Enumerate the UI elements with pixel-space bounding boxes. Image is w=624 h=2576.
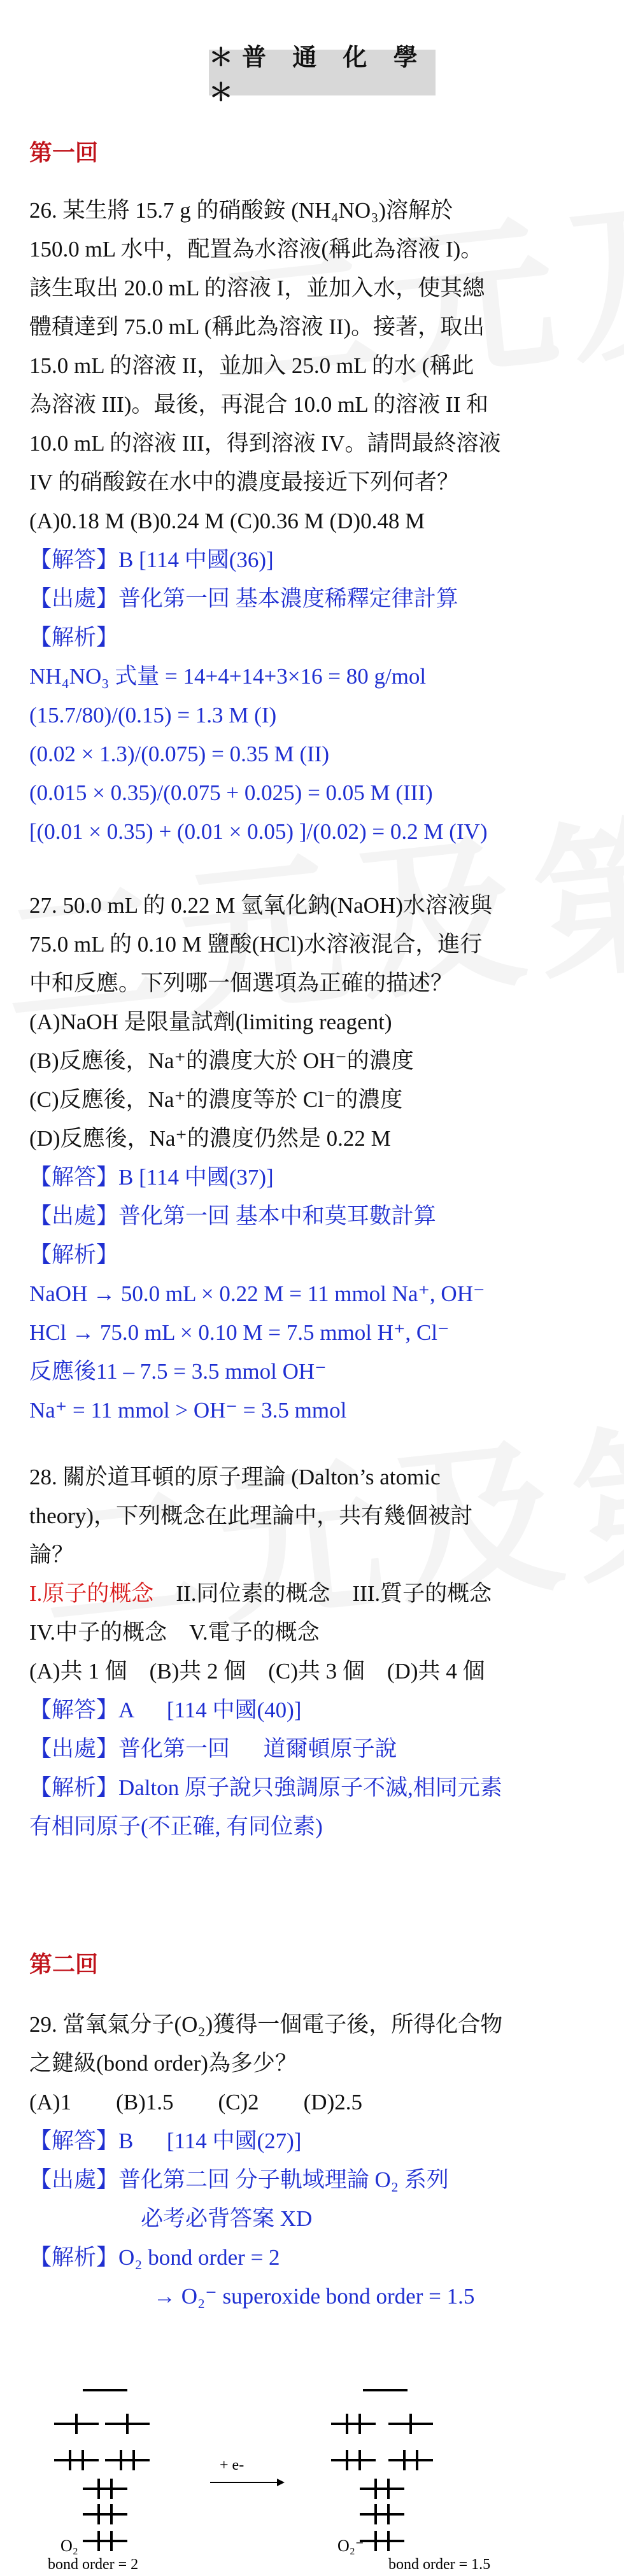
q26-analysis-line: NH₄NO₃ 式量 = 14+4+14+3×16 = 80 g/mol — [29, 664, 427, 689]
q27-analysis-label: 【解析】 — [29, 1242, 119, 1267]
section-heading-1: 第一回 — [29, 140, 99, 166]
q29-source-cont: 必考必背答案 XD — [141, 2206, 313, 2231]
q28-concepts-line — [29, 1574, 602, 1613]
q26-options: (A)0.18 M (B)0.24 M (C)0.36 M (D)0.48 M — [29, 509, 425, 533]
q26-analysis-line: [(0.01 × 0.35) + (0.01 × 0.05) ]/(0.02) = 0.2 M (IV) — [29, 819, 488, 844]
mo-diagram — [25, 2355, 599, 2572]
q27-option: (B)反應後，Na⁺的濃度大於 OH⁻的濃度 — [29, 1048, 414, 1073]
q26-stem-line: 體積達到 75.0 mL (稱此為溶液 II)。接著，取出 — [29, 314, 485, 339]
page-title: ＊普 通 化 學＊ — [209, 50, 436, 95]
q27-analysis-line: 反應後11 – 7.5 = 3.5 mmol OH⁻ — [29, 1359, 327, 1384]
q26-stem-line: 該生取出 20.0 mL 的溶液 I，並加入水，使其總 — [29, 276, 485, 300]
question-27 — [29, 886, 602, 1430]
q27-source: 【出處】普化第一回 基本中和莫耳數計算 — [29, 1204, 436, 1228]
q26-stem-line: IV 的硝酸銨在水中的濃度最接近下列何者？ — [29, 470, 460, 495]
q27-analysis-line: Na⁺ = 11 mmol > OH⁻ = 3.5 mmol — [29, 1398, 347, 1423]
q29-analysis-line: 【解析】O₂ bond order = 2 — [29, 2245, 280, 2270]
q27-option: (D)反應後，Na⁺的濃度仍然是 0.22 M — [29, 1126, 391, 1151]
q27-option: (C)反應後，Na⁺的濃度等於 Cl⁻的濃度 — [29, 1087, 403, 1112]
q28-stem-line: theory)，下列概念在此理論中，共有幾個被討 — [29, 1503, 473, 1528]
q27-analysis-line: NaOH → 50.0 mL × 0.22 M = 11 mmol Na⁺, OH⁻ — [29, 1281, 485, 1306]
q26-stem-line: 150.0 mL 水中，配置為水溶液(稱此為溶液 I)。 — [29, 237, 483, 262]
q28-source: 【出處】普化第一回 道爾頓原子說 — [29, 1736, 397, 1761]
q29-answer: 【解答】B [114 中國(27)] — [29, 2129, 302, 2153]
q29-stem-line: 之鍵級(bond order)為多少？ — [29, 2051, 297, 2076]
q28-concepts-line-2: IV.中子的概念 V.電子的概念 — [29, 1620, 320, 1645]
q29-source: 【出處】普化第二回 分子軌域理論 O₂ 系列 — [29, 2167, 449, 2192]
question-26 — [29, 191, 602, 851]
q28-concept-rest: II.同位素的概念 III.質子的概念 — [153, 1581, 492, 1606]
q26-stem-line: 10.0 mL 的溶液 III，得到溶液 IV。請問最終溶液 — [29, 431, 501, 456]
q28-analysis-line: 【解析】Dalton 原子說只強調原子不滅,相同元素 — [29, 1775, 502, 1800]
q26-source: 【出處】普化第一回 基本濃度稀釋定律計算 — [29, 586, 458, 611]
question-28 — [29, 1458, 602, 1846]
q26-answer: 【解答】B [114 中國(36)] — [29, 547, 274, 572]
q29-options: (A)1 (B)1.5 (C)2 (D)2.5 — [29, 2090, 362, 2115]
section-heading-2: 第二回 — [29, 1952, 99, 1978]
o2-left-orbitals — [54, 2390, 150, 2551]
o2-minus-label: O₂⁻ — [337, 2537, 364, 2555]
arrow-label: + e- — [220, 2457, 245, 2474]
question-29 — [29, 2005, 602, 2316]
q28-stem-line: 28. 關於道耳頓的原子理論 (Dalton’s atomic — [29, 1465, 441, 1489]
q28-answer: 【解答】A [114 中國(40)] — [29, 1698, 302, 1722]
o2-label: O₂ — [60, 2537, 78, 2555]
o2-minus-orbitals — [331, 2390, 433, 2551]
q27-answer: 【解答】B [114 中國(37)] — [29, 1165, 274, 1190]
q26-analysis-line: (0.02 × 1.3)/(0.075) = 0.35 M (II) — [29, 742, 330, 766]
q28-analysis-line: 有相同原子(不正確, 有同位素) — [29, 1814, 323, 1839]
q26-analysis-label: 【解析】 — [29, 625, 119, 650]
q27-option: (A)NaOH 是限量試劑(limiting reagent) — [29, 1010, 392, 1034]
q27-stem-line: 中和反應。下列哪一個選項為正確的描述？ — [29, 971, 453, 996]
q26-stem-line: 15.0 mL 的溶液 II，並加入 25.0 mL 的水 (稱此 — [29, 353, 474, 378]
q27-stem-line: 27. 50.0 mL 的 0.22 M 氫氧化鈉(NaOH)水溶液與 — [29, 893, 492, 918]
arrow-head-icon — [277, 2479, 285, 2486]
q26-analysis-line: (15.7/80)/(0.15) = 1.3 M (I) — [29, 703, 277, 728]
q27-analysis-line: HCl → 75.0 mL × 0.10 M = 7.5 mmol H⁺, Cl⁻ — [29, 1320, 450, 1345]
q26-analysis-line: (0.015 × 0.35)/(0.075 + 0.025) = 0.05 M (III) — [29, 780, 433, 805]
q29-stem-line: 29. 當氧氣分子(O₂)獲得一個電子後，所得化合物 — [29, 2012, 503, 2037]
q28-stem-line: 論？ — [29, 1542, 74, 1567]
q26-stem-line: 26. 某生將 15.7 g 的硝酸銨 (NH₄NO₃)溶解於 — [29, 198, 453, 223]
q26-stem-line: 為溶液 III)。最後，再混合 10.0 mL 的溶液 II 和 — [29, 392, 488, 417]
q27-stem-line: 75.0 mL 的 0.10 M 鹽酸(HCl)水溶液混合，進行 — [29, 932, 483, 957]
q29-analysis-line: → O₂⁻ superoxide bond order = 1.5 — [153, 2284, 475, 2309]
o2-minus-caption: bond order = 1.5 — [388, 2556, 491, 2572]
o2-caption: bond order = 2 — [48, 2556, 139, 2572]
q28-concept-highlight: I.原子的概念 — [29, 1581, 154, 1606]
q28-options: (A)共 1 個 (B)共 2 個 (C)共 3 個 (D)共 4 個 — [29, 1659, 485, 1684]
